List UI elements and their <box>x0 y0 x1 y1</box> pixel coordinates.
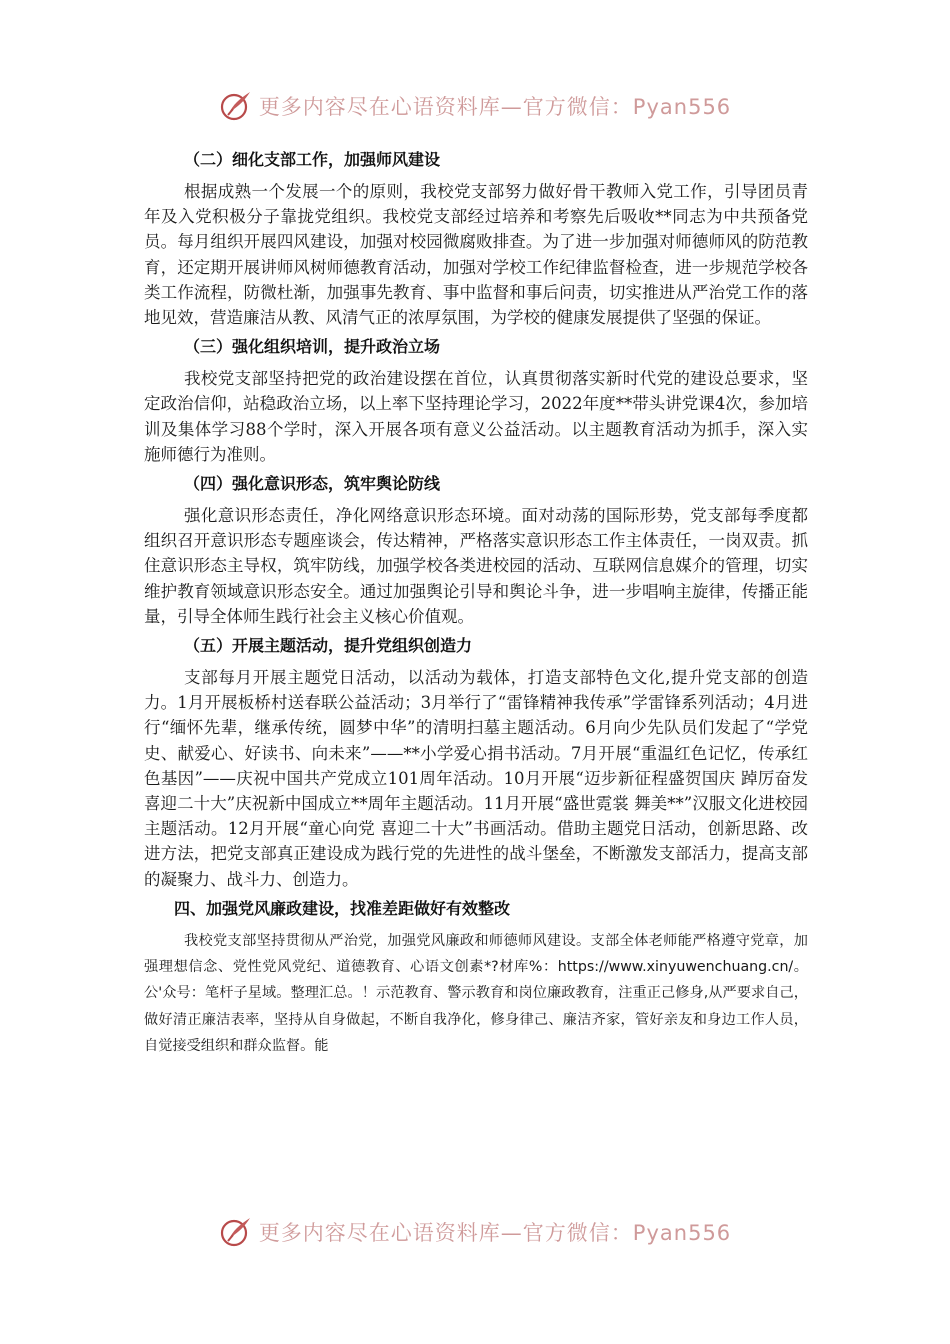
section-heading: （五）开展主题活动，提升党组织创造力 <box>184 636 473 656</box>
chapter-heading: 四、加强党风廉政建设，找准差距做好有效整改 <box>174 898 511 918</box>
watermark-text: 更多内容尽在心语资料库—官方微信：Pyan556 <box>258 1221 732 1245</box>
section-heading: （二）细化支部工作，加强师风建设 <box>184 150 441 169</box>
watermark-text: 更多内容尽在心语资料库—官方微信：Pyan556 <box>258 95 732 119</box>
section-paragraph: 支部每月开展主题党日活动，以活动为载体，打造支部特色文化,提升党支部的创造力。1月开展板桥村送春联公益活动；3月举行了“雷锋精神我传承”学雷锋系列活动；4月进行“缅怀先辈，继承传统，圆梦中华”的清明扫墓主题活动。6月向少先队员们发起了“学党史、献爱心、好读书、向未来”——**小学爱心捐书活动。7月开展“重温红色记忆，传承红色基因”——庆祝中国共产党成立101周年活动。10月开展“迈步新征程盛贺国庆 踔厉奋发喜迎二十大”庆祝新中国成立**周年主题活动。11月开展“盛世霓裳 舞美**”汉服文化进校园主题活动。12月开展“童心向党 喜迎二十大”书画活动。借助主题党日活动，创新思路、改进方法，把党支部真正建设成为践行党的先进性的战斗堡垒，不断激发支部活力，提高支部的凝聚力、战斗力、创造力。 <box>144 668 808 889</box>
section-paragraph: 根据成熟一个发展一个的原则，我校党支部努力做好骨干教师入党工作，引导团员青年及入党积极分子靠拢党组织。我校党支部经过培养和考察先后吸收**同志为中共预备党员。每月组织开展四风建设，加强对校园微腐败排查。为了进一步加强对师德师风的防范教育，还定期开展讲师风树师德教育活动，加强对学校工作纪律监督检查，进一步规范学校各类工作流程，防微杜渐，加强事先教育、事中监督和事后问责，切实推进从严治党工作的落地见效，营造廉洁从教、风清气正的浓厚氛围，为学校的健康发展提供了坚强的保证。 <box>144 182 808 328</box>
section-paragraph: 我校党支部坚持贯彻从严治党，加强党风廉政和师德师风建设。支部全体老师能严格遵守党章，加强理想信念、党性党风党纪、道德教育、心语文创素*?材库%：https://www.xinyuwenchuang.cn/。公'众号：笔杆子星域。整理汇总。！示范教育、警示教育和岗位廉政教育，注重正己修身,从严要求自己，做好清正廉洁表率，坚持从自身做起，不断自我净化，修身律己、廉洁齐家，管好亲友和身边工作人员，自觉接受组织和群众监督。能 <box>144 932 808 1055</box>
watermark-header <box>0 86 950 126</box>
section-paragraph: 我校党支部坚持把党的政治建设摆在首位，认真贯彻落实新时代党的建设总要求，坚定政治信仰，站稳政治立场，以上率下坚持理论学习，2022年度**带头讲党课4次，参加培训及集体学习88个学时，深入开展各项有意义公益活动。以主题教育活动为抓手，深入实施师德行为准则。 <box>144 369 808 464</box>
quill-logo-icon <box>219 89 253 123</box>
section-heading: （三）强化组织培训，提升政治立场 <box>184 337 441 357</box>
section-paragraph: 强化意识形态责任，净化网络意识形态环境。面对动荡的国际形势，党支部每季度都组织召开意识形态专题座谈会，传达精神，严格落实意识形态工作主体责任，一岗双责。抓住意识形态主导权，筑牢防线，加强学校各类进校园的活动、互联网信息媒介的管理，切实维护教育领域意识形态安全。通过加强舆论引导和舆论斗争，进一步唱响主旋律，传播正能量，引导全体师生践行社会主义核心价值观。 <box>144 506 808 626</box>
section-heading: （四）强化意识形态，筑牢舆论防线 <box>184 474 441 494</box>
watermark-footer <box>0 1212 950 1252</box>
quill-logo-icon <box>219 1215 253 1249</box>
document-body <box>144 143 808 1063</box>
